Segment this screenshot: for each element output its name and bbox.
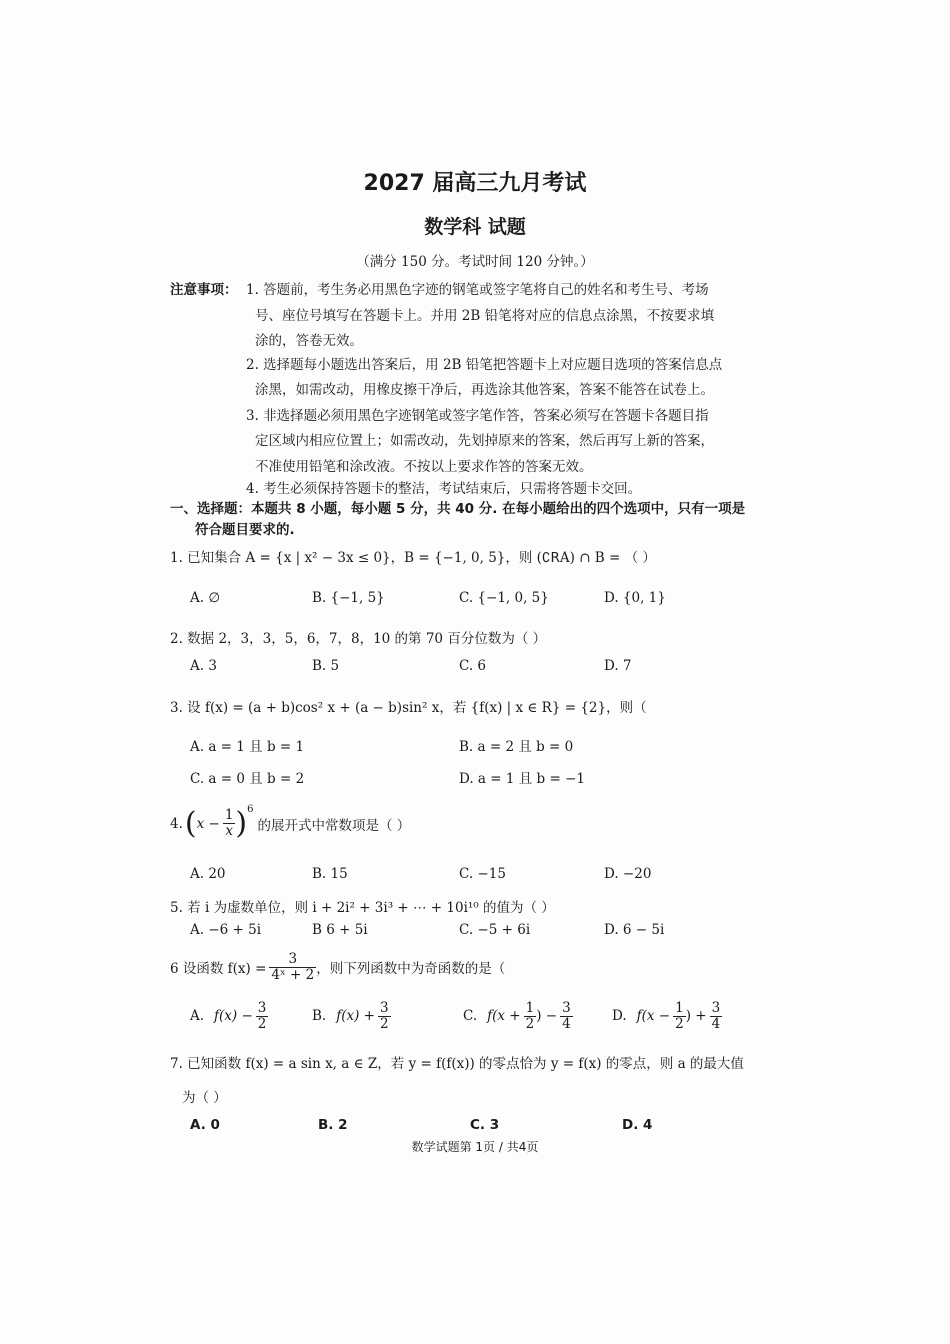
question-7-stem-cont: 为（ ） — [182, 1090, 227, 1106]
q6-option-c-num1: 1 — [525, 1000, 535, 1016]
page-footer: 数学试题第 1页 / 共4页 — [411, 1140, 539, 1154]
subject-title: 数学科 试题 — [424, 216, 526, 238]
notice-line: 不准使用铅笔和涂改液。不按以上要求作答的答案无效。 — [255, 459, 593, 475]
notice-line: 涂的，答卷无效。 — [255, 333, 363, 349]
q3-option-a: A. a = 1 且 b = 1 — [190, 739, 305, 755]
q4-option-c: C. −15 — [459, 866, 506, 882]
exam-title: 2027 届高三九月考试 — [363, 171, 587, 196]
notice-line: 涂黑，如需改动，用橡皮擦干净后，再选涂其他答案，答案不能答在试卷上。 — [255, 382, 714, 398]
q4-left-paren: ( — [184, 806, 197, 841]
q6-option-a-num: 3 — [257, 1000, 267, 1016]
q6-option-c-fraction-2 — [560, 1001, 573, 1032]
q4-option-a: A. 20 — [190, 866, 226, 882]
q6-option-a-label: A. — [190, 1008, 205, 1025]
q7-option-b: B. 2 — [318, 1117, 348, 1133]
q6-option-d-num2: 3 — [711, 1000, 721, 1016]
question-5-stem: 5. 若 i 为虚数单位，则 i + 2i² + 3i³ + ⋯ + 10i¹⁰ 的值为（ ） — [170, 900, 555, 916]
notice-line: 4. 考生必须保持答题卡的整洁，考试结束后，只需将答题卡交回。 — [246, 481, 642, 497]
q6-option-c-expr: f(x + — [487, 1008, 521, 1025]
q6-option-b-expr: f(x) + — [336, 1008, 375, 1025]
q5-option-c: C. −5 + 6i — [459, 922, 531, 938]
q6-option-c-den2: 4 — [562, 1015, 571, 1032]
notice-line: 定区域内相应位置上；如需改动，先划掉原来的答案，然后再写上新的答案， — [255, 433, 714, 449]
q6-option-b-num: 3 — [379, 1000, 389, 1016]
q4-base: x − — [196, 815, 220, 832]
q6-option-c-label: C. — [463, 1008, 478, 1025]
q6-option-d-label: D. — [612, 1008, 627, 1025]
q4-option-b: B. 15 — [312, 866, 348, 882]
q3-option-d: D. a = 1 且 b = −1 — [459, 771, 585, 787]
q6-frac-denominator: 4ˣ + 2 — [271, 966, 315, 983]
q4-option-d: D. −20 — [604, 866, 652, 882]
q6-option-d — [612, 1001, 722, 1032]
notice-line: 1. 答题前，考生务必用黑色字迹的钢笔或签字笔将自己的姓名和考生号、考场 — [246, 282, 709, 298]
q6-option-b-label: B. — [312, 1008, 327, 1025]
q7-option-a: A. 0 — [190, 1117, 220, 1133]
q6-option-a-den: 2 — [257, 1015, 267, 1032]
q6-option-d-fraction-2 — [710, 1001, 723, 1032]
q2-option-b: B. 5 — [312, 658, 340, 674]
q2-option-c: C. 6 — [459, 658, 487, 674]
q6-fraction — [269, 952, 316, 983]
q4-right-paren: ) — [235, 806, 248, 841]
q6-option-a-fraction — [256, 1001, 269, 1032]
q6-option-c-num2: 3 — [562, 1000, 571, 1016]
q5-option-d: D. 6 − 5i — [604, 922, 665, 938]
q6-option-c — [463, 1001, 573, 1032]
q6-option-d-den1: 2 — [675, 1015, 684, 1032]
q4-fraction — [223, 808, 236, 839]
q6-tail: ，则下列函数中为奇函数的是（ — [316, 961, 506, 978]
q6-lead: 6 设函数 f(x) = — [170, 961, 267, 978]
q2-option-a: A. 3 — [190, 658, 217, 674]
notice-line: 3. 非选择题必须用黑色字迹钢笔或签字笔作答，答案必须写在答题卡各题目指 — [246, 408, 709, 424]
section-heading: 一、选择题：本题共 8 小题，每小题 5 分，共 40 分. 在每小题给出的四个选项中，只有一项是 — [170, 501, 746, 517]
notice-line: 号、座位号填写在答题卡上。并用 2B 铅笔将对应的信息点涂黑，不按要求填 — [255, 308, 715, 324]
q5-option-a: A. −6 + 5i — [190, 922, 262, 938]
notice-line: 2. 选择题每小题选出答案后，用 2B 铅笔把答题卡上对应题目选项的答案信息点 — [246, 357, 723, 373]
exam-info: （满分 150 分。考试时间 120 分钟。） — [356, 254, 594, 270]
q5-option-b: B 6 + 5i — [312, 922, 368, 938]
q6-option-c-post: ) − — [536, 1008, 558, 1025]
q6-option-b — [312, 1001, 391, 1032]
q1-option-a: A. ∅ — [190, 590, 221, 606]
q4-frac-numerator: 1 — [224, 807, 234, 824]
q4-number: 4. — [170, 815, 183, 832]
q4-frac-denominator: x — [225, 823, 233, 839]
q6-option-c-fraction-1 — [524, 1001, 537, 1032]
q1-option-b: B. {−1, 5} — [312, 590, 385, 606]
q1-option-c: C. {−1, 0, 5} — [459, 590, 549, 606]
q6-option-c-den1: 2 — [525, 1015, 535, 1032]
q6-option-d-expr: f(x − — [636, 1008, 671, 1025]
question-3-stem: 3. 设 f(x) = (a + b)cos² x + (a − b)sin² x，若 {f(x) | x ∈ R} = {2}，则（ — [170, 700, 647, 716]
q6-option-d-post: ) + — [685, 1008, 707, 1025]
q6-option-d-fraction-1 — [673, 1001, 686, 1032]
q6-option-b-fraction — [378, 1001, 391, 1032]
question-1-stem: 1. 已知集合 A = {x | x² − 3x ≤ 0}，B = {−1, 0, 5}，则 (∁ꓣA) ∩ B = （ ） — [170, 550, 656, 566]
q7-option-c: C. 3 — [470, 1117, 500, 1133]
q7-option-d: D. 4 — [622, 1117, 653, 1133]
q6-option-b-den: 2 — [379, 1015, 389, 1032]
question-7-stem: 7. 已知函数 f(x) = a sin x, a ∈ Z，若 y = f(f(x)) 的零点恰为 y = f(x) 的零点，则 a 的最大值 — [170, 1056, 744, 1072]
question-4-stem — [170, 806, 410, 841]
q6-frac-numerator: 3 — [269, 952, 316, 968]
q2-option-d: D. 7 — [604, 658, 632, 674]
section-heading-cont: 符合题目要求的. — [195, 522, 295, 538]
q4-tail: 的展开式中常数项是（ ） — [257, 817, 411, 834]
q6-option-a — [190, 1001, 268, 1032]
question-6-stem — [170, 952, 505, 983]
q6-option-a-expr: f(x) − — [214, 1008, 253, 1025]
q1-option-d: D. {0, 1} — [604, 590, 666, 606]
question-2-stem: 2. 数据 2，3，3，5，6，7，8，10 的第 70 百分位数为（ ） — [170, 631, 547, 647]
q6-option-d-den2: 4 — [711, 1015, 721, 1032]
q4-exponent: 6 — [247, 804, 254, 815]
q6-option-d-num1: 1 — [675, 1000, 684, 1016]
notice-label: 注意事项： — [170, 282, 238, 298]
q3-option-c: C. a = 0 且 b = 2 — [190, 771, 305, 787]
q3-option-b: B. a = 2 且 b = 0 — [459, 739, 574, 755]
